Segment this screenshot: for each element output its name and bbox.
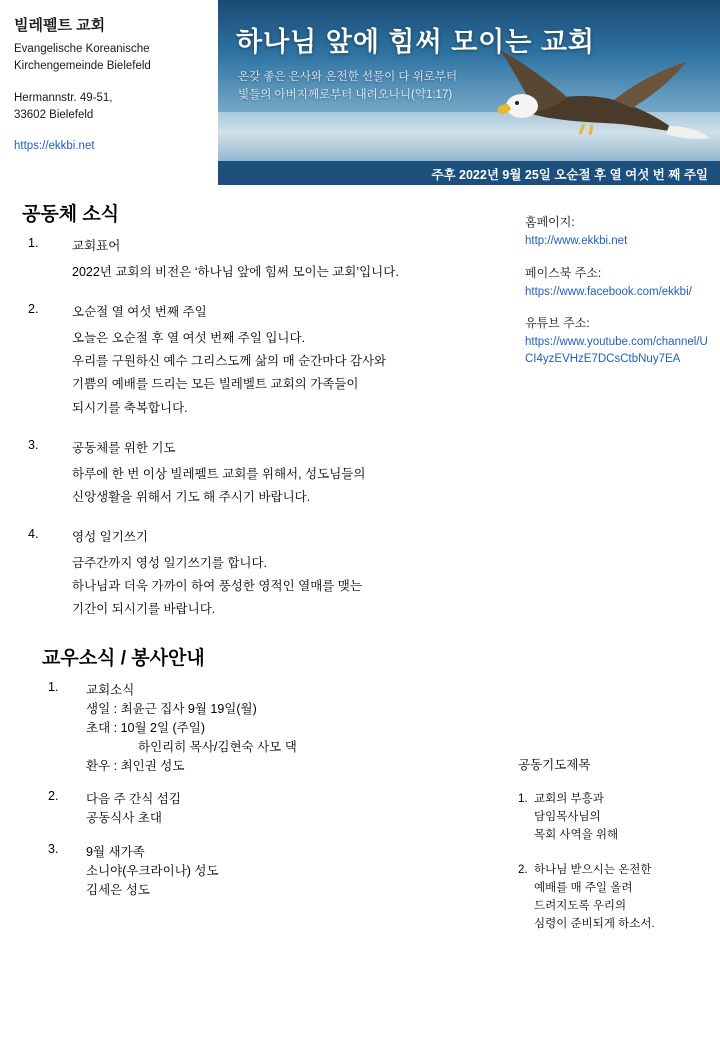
list-item-body bbox=[48, 842, 510, 900]
list-item-line: 하나님과 더욱 가까이 하여 풍성한 영적인 열매를 맺는 bbox=[72, 579, 362, 593]
facebook-label: 페이스북 주소: bbox=[525, 265, 602, 280]
banner-title: 하나님 앞에 힘써 모이는 교회 bbox=[236, 27, 595, 57]
list-item-heading: 다음 주 간식 섬김 bbox=[86, 792, 181, 807]
list-item-number: 4. bbox=[28, 526, 39, 541]
list-item-line: 환우 : 최인권 성도 bbox=[86, 758, 185, 773]
church-address-line1: Hermannstr. 49-51, bbox=[14, 92, 113, 105]
prayer-topics-list bbox=[512, 791, 712, 934]
prayer-topics-title: 공동기도제목 bbox=[518, 758, 591, 772]
list-item-line: 초대 : 10월 2일 (주일) bbox=[86, 721, 205, 735]
list-item-body bbox=[28, 527, 510, 621]
prayer-item-number: 1. bbox=[518, 793, 528, 805]
list-item-line: 되시기를 축복합니다. bbox=[72, 400, 188, 415]
church-name-korean: 빌레펠트 교회 bbox=[14, 17, 106, 34]
prayer-item-line: 교회의 부흥과 bbox=[534, 793, 604, 805]
banner-verse bbox=[238, 68, 538, 105]
community-news-list bbox=[0, 236, 510, 621]
list-item-body bbox=[28, 302, 510, 420]
banner-image bbox=[218, 0, 720, 185]
church-website-link[interactable]: https://ekkbi.net bbox=[14, 139, 95, 152]
list-item-subline: 하인리히 목사/김현숙 사모 댁 bbox=[138, 739, 297, 754]
banner-date-footer: 주후 2022년 9월 25일 오순절 후 열 여섯 번 째 주일 bbox=[218, 161, 720, 185]
fellowship-list bbox=[0, 680, 510, 899]
list-item-line: 김세은 성도 bbox=[86, 882, 150, 897]
list-item-line: 금주간까지 영성 일기쓰기를 합니다. bbox=[72, 555, 268, 570]
list-item-line: 기쁨의 예배를 드리는 모든 빌레벨트 교회의 가족들이 bbox=[72, 377, 359, 392]
youtube-link[interactable]: https://www.youtube.com/channel/UCI4yzEVHzE7DCsCtbNuy7EA bbox=[525, 336, 708, 366]
list-item-line: 신앙생활을 위해서 기도 해 주시기 바랍니다. bbox=[72, 489, 311, 504]
list-item-line: 생일 : 최윤근 집사 9월 19일(월) bbox=[86, 702, 257, 717]
list-item-heading: 오순절 열 여섯 번째 주일 bbox=[72, 305, 207, 320]
prayer-item-text bbox=[518, 862, 712, 933]
list-item-line: 기간이 되시기를 바랍니다. bbox=[72, 602, 216, 617]
list-item-body bbox=[48, 680, 510, 775]
facebook-link[interactable]: https://www.facebook.com/ekkbi/ bbox=[525, 285, 692, 298]
prayer-item-line: 담임목사님의 bbox=[534, 810, 601, 823]
church-address bbox=[14, 90, 208, 123]
list-item bbox=[28, 236, 510, 284]
list-item-number: 3. bbox=[28, 437, 39, 452]
youtube-label: 유튜브 주소: bbox=[525, 316, 590, 331]
church-name-german bbox=[14, 41, 208, 74]
list-item bbox=[48, 842, 510, 900]
list-item bbox=[28, 527, 510, 621]
list-item-number: 1. bbox=[28, 236, 39, 250]
list-item-line: 공동식사 초대 bbox=[86, 811, 162, 826]
list-item-line: 하루에 한 번 이상 빌레펠트 교회를 위해서, 성도님들의 bbox=[72, 466, 366, 481]
homepage-label: 홈페이지: bbox=[525, 215, 575, 229]
prayer-item bbox=[518, 862, 712, 933]
prayer-item-line: 예배를 매 주일 올려 bbox=[534, 882, 633, 895]
list-item-line: 2022년 교회의 비전은 ‘하나님 앞에 힘써 모이는 교회’입니다. bbox=[72, 265, 399, 279]
list-item-heading: 교회표어 bbox=[72, 239, 121, 253]
links-sidebar bbox=[525, 199, 720, 368]
list-item-number: 1. bbox=[48, 680, 59, 695]
banner-verse-line2: 빛들의 아버지께로부터 내려오나니(약1:17) bbox=[238, 89, 453, 102]
church-identity-block bbox=[0, 0, 218, 185]
section-title-fellowship: 교우소식 / 봉사안내 bbox=[42, 648, 205, 670]
list-item-number: 3. bbox=[48, 842, 59, 856]
prayer-topics-block bbox=[512, 755, 712, 952]
prayer-item-line: 심령이 준비되게 하소서. bbox=[534, 917, 655, 930]
list-item bbox=[48, 680, 510, 775]
prayer-item-line: 하나님 받으시는 온전한 bbox=[534, 864, 652, 877]
church-address-line2: 33602 Bielefeld bbox=[14, 109, 94, 122]
list-item bbox=[28, 302, 510, 420]
prayer-item bbox=[518, 791, 712, 844]
list-item-line: 소니야(우크라이나) 성도 bbox=[86, 864, 219, 878]
list-item bbox=[28, 438, 510, 509]
list-item-number: 2. bbox=[28, 302, 39, 317]
list-item-body bbox=[28, 438, 510, 509]
list-item-heading: 교회소식 bbox=[86, 683, 135, 698]
banner-verse-line1: 온갖 좋은 은사와 온전한 선물이 다 위로부터 bbox=[238, 71, 458, 83]
list-item-line: 우리를 구원하신 예수 그리스도께 삶의 매 순간마다 감사와 bbox=[72, 354, 387, 369]
list-item-number: 2. bbox=[48, 789, 59, 804]
list-item-body bbox=[48, 789, 510, 828]
section-title-community-news: 공동체 소식 bbox=[22, 204, 120, 225]
list-item-heading: 9월 새가족 bbox=[86, 845, 145, 859]
church-name-german-line2: Kirchengemeinde Bielefeld bbox=[14, 59, 151, 72]
main-column bbox=[0, 199, 510, 900]
church-name-german-line1: Evangelische Koreanische bbox=[14, 43, 150, 55]
list-item-line: 오늘은 오순절 후 열 여섯 번째 주일 입니다. bbox=[72, 331, 306, 346]
list-item bbox=[48, 789, 510, 828]
list-item-body bbox=[28, 236, 510, 284]
page-content bbox=[0, 199, 720, 930]
prayer-item-text bbox=[518, 791, 712, 844]
list-item-heading: 공동체를 위한 기도 bbox=[72, 440, 176, 455]
page-header bbox=[0, 0, 720, 185]
prayer-item-line: 목회 사역을 위해 bbox=[534, 828, 619, 841]
homepage-link[interactable]: http://www.ekkbi.net bbox=[525, 235, 628, 247]
prayer-item-number: 2. bbox=[518, 864, 528, 877]
prayer-item-line: 드려지도록 우리의 bbox=[534, 900, 627, 913]
list-item-heading: 영성 일기쓰기 bbox=[72, 529, 148, 544]
